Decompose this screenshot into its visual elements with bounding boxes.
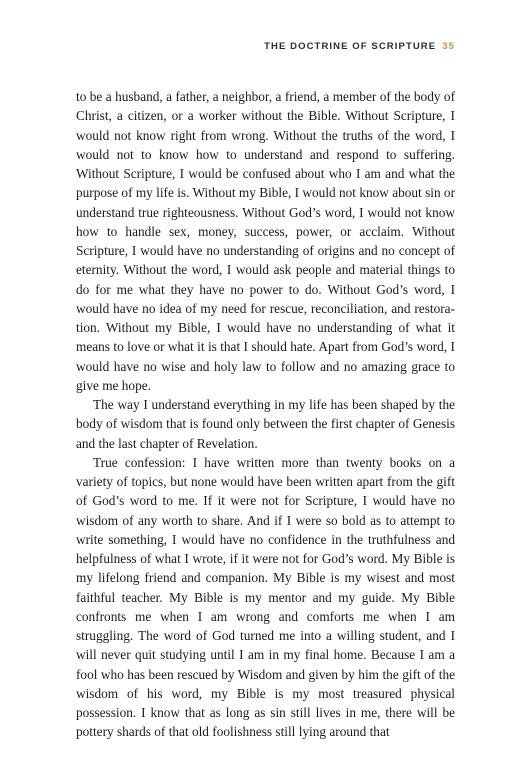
paragraph: True confession: I have written more than twenty books on a variety of topics, but none would have been written apart from the gift of God’s word to me. If it were not for Scripture, I would have no wisdom of any worth to share. And if I were so bold as to attempt to write something, I would have no confidence in the truthfulness and helpfulness of what I wrote, if it were not for God’s word. My Bible is my lifelong friend and companion. My Bible is my wisest and most faithful teacher. My Bible is my mentor and my guide. My Bible confronts me when I am wrong and comforts me when I am struggling. The word of God turned me into a willing student, and I will never quit studying until I am in my final home. Because I am a fool who has been rescued by Wisdom and given by him the gift of the wisdom of his word, my Bible is my most treasured physical possession. I know that as long as sin still lives in me, there will be pottery shards of that old foolishness still lying around that	[76, 454, 455, 740]
body-text	[76, 87, 455, 742]
page-number: 35	[442, 41, 455, 52]
paragraph-continued: to be a husband, a father, a neighbor, a friend, a member of the body of Christ, a citizen, or a worker without the Bible. Without Scripture, I would not know right from wrong. Without the truths of the word, I would not to know how to understand and respond to suffering. Without Scripture, I would be confused about who I am and what the purpose of my life is. Without my Bible, I would not know about sin or understand true righteousness. Without God’s word, I would not know how to handle sex, money, success, power, or acclaim. Without Scripture, I would have no understanding of origins and no concept of eternity. Without the word, I would ask people and material things to do for me what they have no power to do. Without God’s word, I would have no idea of my need for rescue, reconciliation, and restoration. Without my Bible, I would have no understanding of what it means to love or what it is that I should hate. Apart from God’s word, I would have no wise and holy law to follow and no amazing grace to give me hope.	[76, 89, 455, 393]
running-header	[264, 41, 455, 52]
running-title: THE DOCTRINE OF SCRIPTURE	[264, 41, 437, 52]
paragraph: The way I understand everything in my life has been shaped by the body of wisdom that is found only between the first chapter of Genesis and the last chapter of Revelation.	[76, 397, 455, 451]
